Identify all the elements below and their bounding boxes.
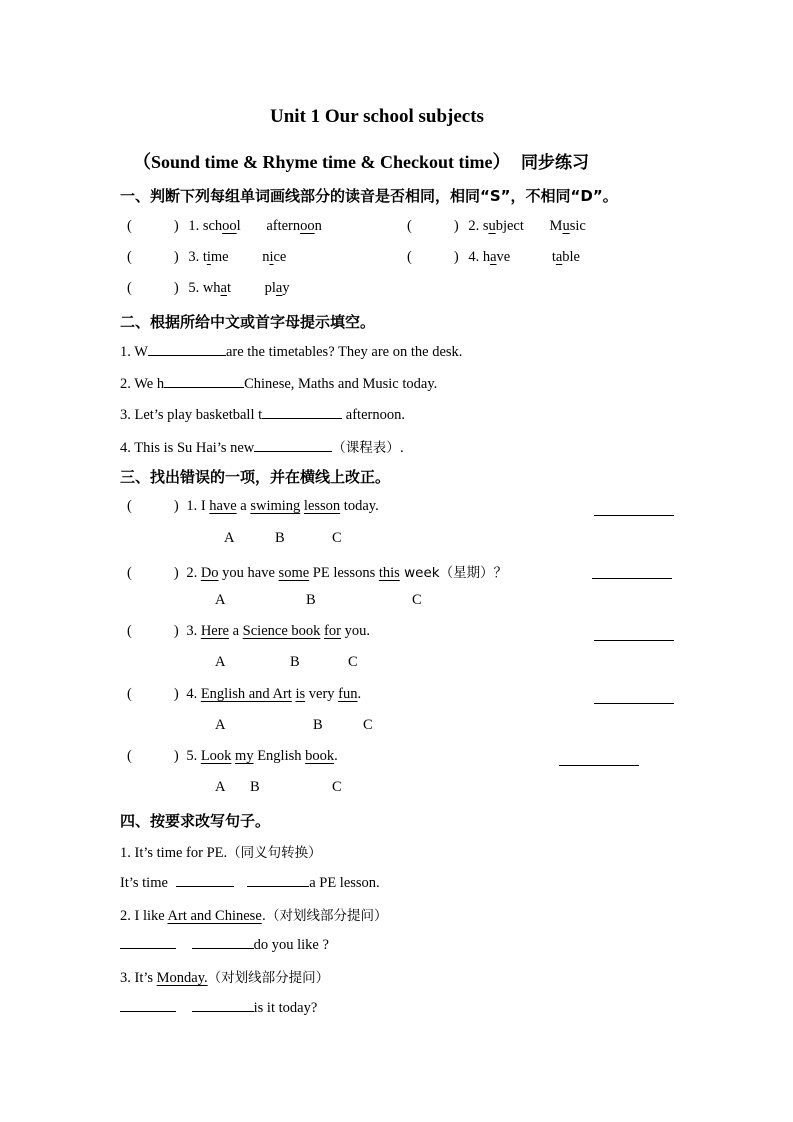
- part1-item-4: ( ) 4. have table: [407, 249, 580, 265]
- fill-blank[interactable]: [120, 935, 176, 949]
- part3-item-1: ( ) 1. I have a swiming lesson today.: [127, 498, 379, 514]
- part2-item-2: 2. We h Chinese, Maths and Music today.: [120, 376, 438, 392]
- option-letter-a: A: [224, 530, 235, 546]
- word-1: subject: [482, 218, 524, 234]
- correction-line[interactable]: [594, 514, 674, 516]
- part4-question-3: 3. It’s Monday.（对划线部分提问）: [120, 970, 330, 986]
- option-letter-a: A: [215, 779, 226, 795]
- part1-item-2: ( ) 2. subject Music: [407, 218, 586, 234]
- correction-line[interactable]: [592, 577, 672, 579]
- option-letter-b: B: [275, 530, 285, 546]
- fill-blank[interactable]: [164, 374, 244, 388]
- part1-item-3: ( ) 3. time nice: [127, 249, 287, 265]
- fill-blank[interactable]: [262, 405, 342, 419]
- option-letter-a: A: [215, 717, 226, 733]
- part4-answer-3: is it today?: [120, 998, 317, 1017]
- part4-heading: 四、按要求改写句子。: [120, 812, 271, 830]
- part3-heading: 三、找出错误的一项，并在横线上改正。: [120, 468, 391, 486]
- option-letter-b: B: [250, 779, 260, 795]
- part3-item-2: ( ) 2. Do you have some PE lessons this week（星期）？: [127, 565, 508, 581]
- part1-item-5: ( ) 5. what play: [127, 280, 290, 296]
- part4-question-2: 2. I like Art and Chinese.（对划线部分提问）: [120, 908, 388, 924]
- page-subtitle: [133, 148, 589, 174]
- part2-item-3: 3. Let’s play basketball t afternoon.: [120, 407, 405, 423]
- fill-blank[interactable]: [254, 438, 332, 452]
- word-2: play: [264, 280, 290, 296]
- word-2: afternoon: [266, 218, 322, 234]
- option-letter-c: C: [348, 654, 358, 670]
- correction-line[interactable]: [559, 764, 639, 766]
- fill-blank[interactable]: [120, 998, 176, 1012]
- part3-item-4: ( ) 4. English and Art is very fun.: [127, 686, 362, 702]
- part4-answer-1: It’s time a PE lesson.: [120, 875, 380, 891]
- part1-heading: 一、判断下列每组单词画线部分的读音是否相同，相同“S”，不相同“D”。: [120, 187, 618, 205]
- part1-item-1: ( ) 1. school afternoon: [127, 218, 322, 234]
- part4-answer-2: do you like ?: [120, 935, 329, 954]
- word-1: what: [202, 280, 232, 296]
- word-2: Music: [549, 218, 586, 234]
- fill-blank[interactable]: [176, 873, 234, 887]
- part4-question-1: 1. It’s time for PE.（同义句转换）: [120, 845, 322, 861]
- option-letter-b: B: [313, 717, 323, 733]
- part3-item-5: ( ) 5. Look my English book.: [127, 748, 338, 764]
- word-2: nice: [262, 249, 287, 265]
- option-letter-b: B: [290, 654, 300, 670]
- word-1: have: [482, 249, 511, 265]
- fill-blank[interactable]: [192, 935, 254, 949]
- subtitle-english: （Sound time & Rhyme time & Checkout time）: [133, 152, 511, 172]
- option-letter-c: C: [332, 779, 342, 795]
- option-letter-c: C: [332, 530, 342, 546]
- part2-item-4: 4. This is Su Hai’s new （课程表）.: [120, 440, 405, 456]
- part3-item-3: ( ) 3. Here a Science book for you.: [127, 623, 370, 639]
- word-1: school: [202, 218, 241, 234]
- correction-line[interactable]: [594, 702, 674, 704]
- fill-blank[interactable]: [247, 873, 309, 887]
- correction-line[interactable]: [594, 639, 674, 641]
- part2-item-1: 1. W are the timetables? They are on the desk.: [120, 344, 463, 360]
- subtitle-chinese: 同步练习: [520, 153, 589, 173]
- option-letter-a: A: [215, 592, 226, 608]
- word-2: table: [551, 249, 580, 265]
- option-letter-c: C: [412, 592, 422, 608]
- part2-heading: 二、根据所给中文或首字母提示填空。: [120, 313, 376, 331]
- option-letter-c: C: [363, 717, 373, 733]
- page-title: Unit 1 Our school subjects: [270, 106, 484, 127]
- option-letter-b: B: [306, 592, 316, 608]
- fill-blank[interactable]: [192, 998, 254, 1012]
- word-1: time: [202, 249, 229, 265]
- fill-blank[interactable]: [148, 342, 226, 356]
- option-letter-a: A: [215, 654, 226, 670]
